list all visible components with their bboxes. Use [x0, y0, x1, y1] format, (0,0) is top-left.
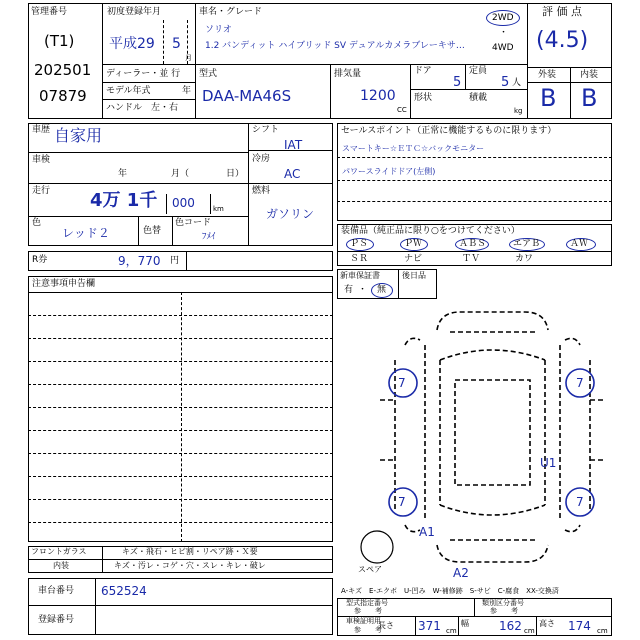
inspection-month: 月（ [171, 169, 190, 179]
equip-navi: ナビ [404, 254, 423, 264]
reg-label: 登録番号 [38, 615, 75, 625]
usage-label: 車歴 [32, 125, 51, 135]
mark-rr: 7 [576, 495, 584, 509]
inspection-label: 車検 [32, 155, 51, 165]
damage-legend: A-キズ E-エクボ U-凹み W-補修跡 S-サビ C-腐食 XX-交換済 [341, 587, 559, 595]
divider [410, 89, 527, 90]
interior-grade: B [581, 84, 598, 112]
cert-sub: 参 考 [354, 626, 382, 634]
exterior-grade: B [540, 84, 557, 112]
interior-glass-label: 内装 [53, 561, 69, 570]
divider [210, 194, 211, 214]
chassis-value: 652524 [101, 584, 147, 598]
divider [248, 183, 333, 184]
drive-4wd: 4WD [492, 43, 514, 53]
divider [28, 361, 333, 362]
recycle-label: R券 [32, 255, 48, 265]
divider [102, 99, 195, 100]
divider [330, 64, 331, 119]
model-value: DAA-MA46S [202, 87, 292, 105]
mark-fr: 7 [576, 376, 584, 390]
divider [465, 64, 466, 89]
height-unit: cm [597, 627, 608, 635]
mfg-label: 後日品 [402, 271, 426, 280]
divider [458, 616, 459, 636]
score-value: (4.5) [536, 28, 589, 53]
divider [28, 152, 248, 153]
mgmt-number-1: 202501 [34, 61, 92, 79]
displacement-unit: CC [397, 106, 407, 114]
warranty-dot: ・ [358, 285, 368, 295]
color-value: レッド２ [62, 226, 110, 240]
divider [163, 20, 164, 64]
divider [474, 598, 475, 616]
displacement-value: 1200 [360, 88, 396, 104]
fuel-label: 燃料 [252, 186, 271, 196]
body-label: 形状 [414, 93, 433, 103]
mgmt-label: 管理番号 [31, 7, 68, 17]
equipment-label: 装備品（純正品に限り○をつけてください） [341, 226, 520, 236]
mark-fl: 7 [398, 376, 406, 390]
divider [28, 453, 333, 454]
mgmt-t: (T1) [44, 32, 75, 50]
shift-label: シフト [252, 125, 280, 135]
ac-label: 冷房 [252, 154, 271, 164]
capacity-label: 定員 [469, 66, 488, 76]
color-code-label: 色コード [175, 218, 212, 228]
recycle-section [28, 251, 333, 271]
divider [186, 251, 187, 271]
sales-line-1: スマートキー☆ＥＴＣ☆バックモニター [342, 144, 485, 153]
exterior-label: 外装 [538, 70, 557, 80]
doors-value: 5 [453, 75, 462, 90]
mark-rl: 7 [398, 495, 406, 509]
divider [102, 546, 103, 573]
interior-label: 内装 [580, 70, 599, 80]
divider [28, 430, 333, 431]
color-code-value: ﾌﾒｲ [202, 232, 216, 242]
divider [28, 315, 333, 316]
drive-2wd: 2WD [492, 13, 514, 23]
divider [398, 269, 399, 299]
equip-airb: エアＢ [513, 239, 541, 249]
divider [337, 180, 612, 181]
warranty-yes: 有 [344, 285, 354, 295]
divider [102, 82, 195, 83]
color-label: 色 [32, 218, 42, 228]
top-section [28, 3, 612, 119]
divider [138, 216, 139, 246]
displacement-label: 排気量 [334, 69, 362, 79]
recycle-unit: 円 [170, 256, 180, 266]
shift-value: IAT [284, 138, 303, 152]
divider [102, 3, 103, 119]
front-glass-label: フロントガラス [31, 547, 87, 556]
first-reg-label: 初度登録年月 [107, 7, 162, 17]
model-year-unit: 年 [182, 86, 192, 96]
equip-tv: ＴＶ [462, 254, 481, 264]
divider [527, 3, 528, 119]
divider [28, 476, 333, 477]
model-label: 型式 [199, 69, 218, 79]
height-label: 高さ [539, 619, 555, 628]
divider [337, 251, 612, 252]
type-sub: 参 考 [354, 607, 382, 615]
mark-a1: A1 [419, 525, 435, 539]
divider [172, 216, 173, 246]
mileage-rest: 000 [172, 196, 195, 210]
equip-ps: ＰＳ [350, 239, 369, 249]
sales-label: セールスポイント（正常に機能するものに限ります） [341, 126, 557, 136]
class-label: 類別区分番号 [482, 599, 524, 607]
chassis-label: 車台番号 [38, 586, 75, 596]
score-label: 評 価 点 [542, 5, 582, 18]
height-value: 174 [568, 619, 591, 633]
divider [28, 407, 333, 408]
divider [195, 3, 196, 119]
width-unit: cm [524, 627, 535, 635]
interior-glass-text: キズ・汚レ・コゲ・穴・スレ・キレ・破レ [114, 561, 266, 570]
divider [28, 384, 333, 385]
equip-abs: ＡＢＳ [459, 239, 487, 249]
spare-label: スペア [358, 565, 382, 574]
mileage-value: 4万 1千 [90, 190, 158, 211]
divider [248, 123, 249, 246]
doors-label: ドア [414, 66, 432, 76]
ac-value: AC [284, 167, 301, 181]
usage-value: 自家用 [54, 126, 103, 145]
load-label: 積載 [469, 93, 488, 103]
divider [28, 522, 333, 523]
divider [28, 605, 333, 606]
divider [28, 183, 248, 184]
warranty-label: 新車保証書 [340, 271, 380, 280]
divider [337, 157, 612, 158]
dealer-label: ディーラー・並 行 [106, 69, 181, 79]
length-value: 371 [418, 619, 441, 633]
equip-sr: ＳＲ [350, 254, 369, 264]
load-unit: kg [514, 107, 523, 115]
divider [181, 292, 182, 542]
first-reg-era: 平成29 [109, 36, 155, 52]
length-unit: cm [446, 627, 457, 635]
recycle-value: 9，770 [118, 254, 161, 268]
mark-u1: U1 [540, 456, 557, 470]
divider [415, 616, 416, 636]
divider [102, 64, 527, 65]
divider [337, 201, 612, 202]
cert-label: 車検証明用 [346, 617, 381, 625]
car-name-label: 車名・グレード [199, 7, 263, 17]
divider [166, 194, 167, 214]
divider [536, 616, 537, 636]
width-value: 162 [499, 619, 522, 633]
mileage-unit: km [213, 205, 224, 213]
sales-line-2: パワースライドドア(左側) [342, 167, 436, 176]
equip-pw: ＰＷ [404, 239, 423, 249]
color-swap-label: 色替 [143, 226, 162, 236]
first-reg-month-unit: 月 [185, 54, 192, 62]
mileage-label: 走行 [32, 186, 51, 196]
handle-label: ハンドル 左・右 [106, 103, 179, 113]
mgmt-number-2: 07879 [39, 87, 87, 105]
capacity-value: 5 [501, 75, 510, 90]
divider [95, 578, 96, 635]
equip-aw: ＡＷ [570, 239, 589, 249]
divider [410, 64, 411, 119]
length-label: 長さ [378, 621, 394, 630]
capacity-unit: 人 [512, 78, 522, 88]
type-label: 型式指定番号 [346, 599, 388, 607]
first-reg-month: 5 [172, 36, 181, 52]
spare-tire-circle [361, 531, 393, 563]
front-glass-text: キズ・飛石・ヒビ割・リペア跡・Ｘ要 [122, 547, 258, 556]
width-label: 幅 [461, 619, 469, 628]
divider [28, 338, 333, 339]
model-year-label: モデル年式 [106, 86, 151, 96]
car-grade: 1.2 バンディット ハイブリッド SV デュアルカメラブレーキサ… [205, 41, 465, 51]
inspection-day: 日） [226, 169, 245, 179]
notes-label: 注意事項申告欄 [32, 279, 96, 289]
fuel-value: ガソリン [266, 207, 315, 221]
warranty-no: 無 [377, 285, 387, 295]
car-name: ソリオ [205, 25, 232, 35]
inspection-year: 年 [118, 169, 128, 179]
mark-a2: A2 [453, 566, 469, 580]
class-sub: 参 考 [490, 607, 518, 615]
drive-dot: ・ [499, 28, 509, 38]
equip-leather: カワ [515, 254, 534, 264]
divider [570, 67, 571, 119]
divider [28, 559, 333, 560]
divider [28, 499, 333, 500]
